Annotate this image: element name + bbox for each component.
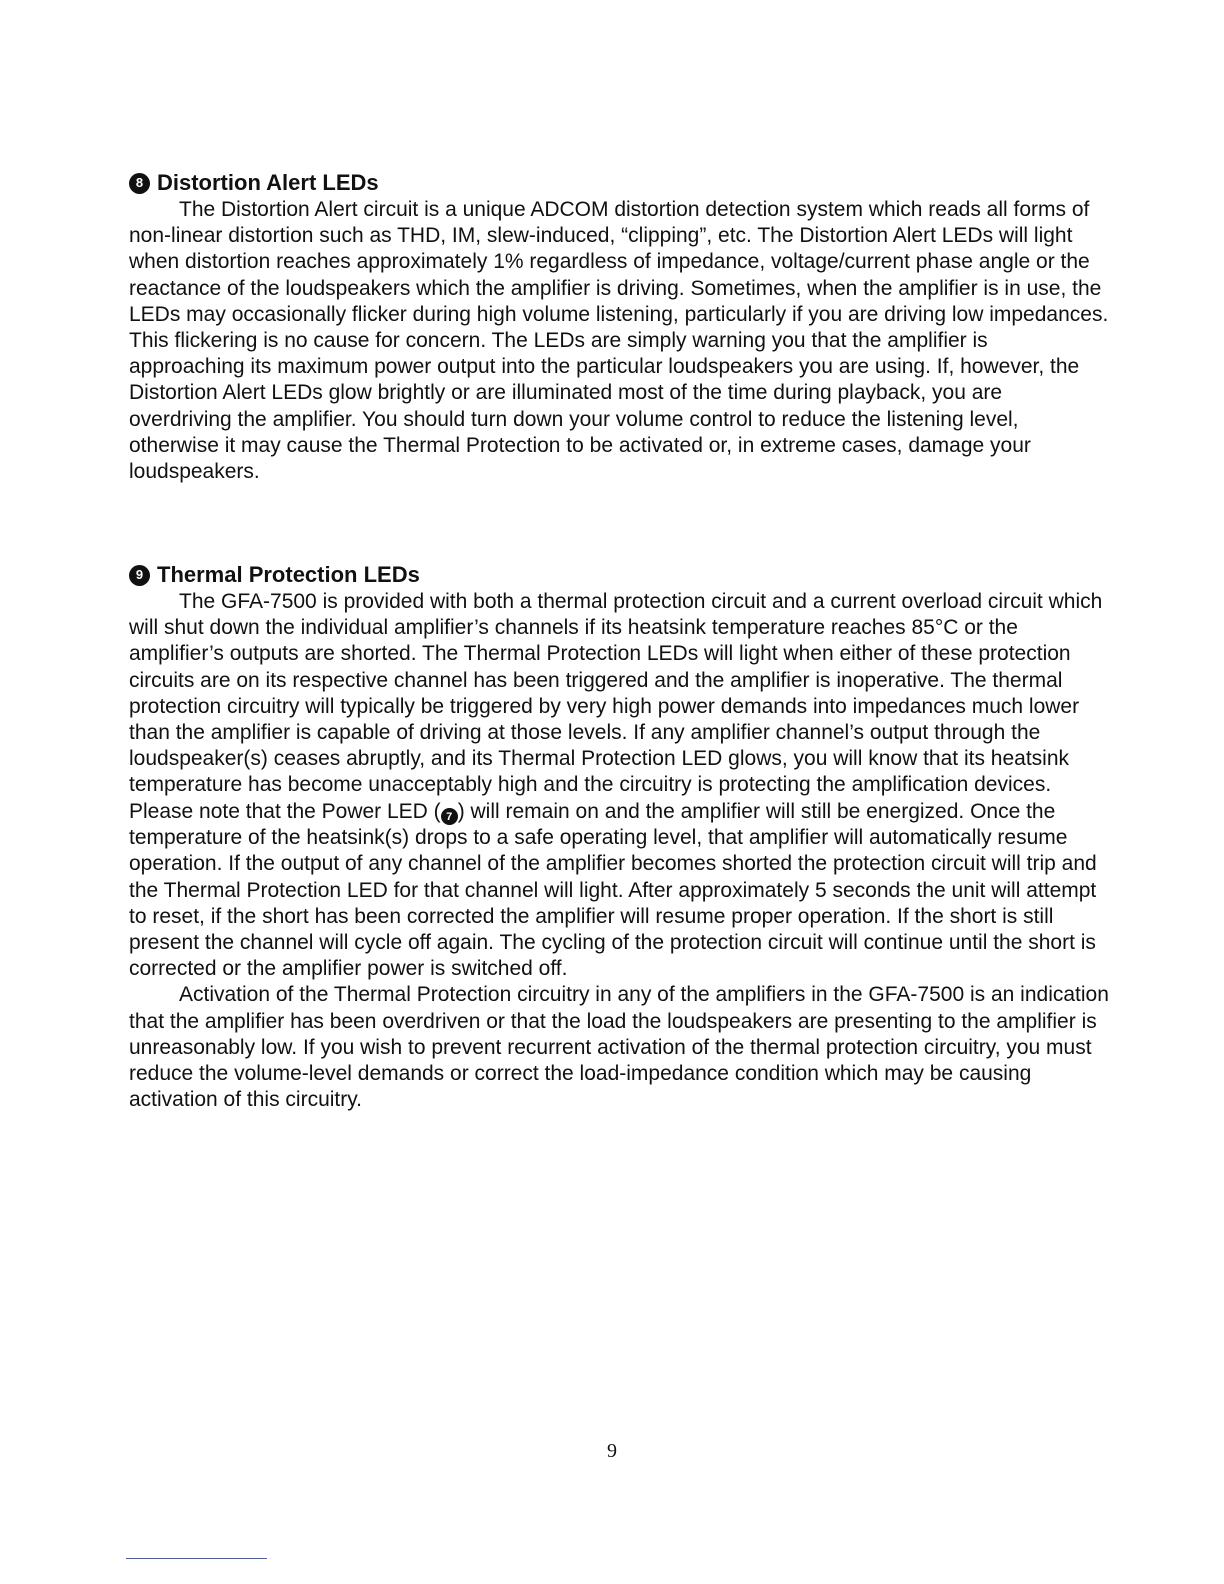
number-8-badge-icon: 8 bbox=[129, 173, 150, 194]
section-heading bbox=[129, 562, 1109, 588]
number-7-badge-icon: 7 bbox=[441, 808, 458, 825]
section-title: Distortion Alert LEDs bbox=[157, 170, 379, 195]
page-number: 9 bbox=[607, 1440, 617, 1462]
footnote-divider bbox=[126, 1558, 267, 1559]
section-title: Thermal Protection LEDs bbox=[157, 562, 420, 587]
section-heading bbox=[129, 170, 1109, 196]
paragraph-text: The GFA-7500 is provided with both a thermal protection circuit and a current overload circuit which will shut down the individual amplifier’s channels if its heatsink temperature reaches 85°C or the amplifier’s outputs are shorted. The Thermal Protection LEDs will light when either of these protection circuits are on its respective channel has been triggered and the amplifier is inoperative. The thermal protection circuitry will typically be triggered by very high power demands into impedances much lower than the amplifier is capable of driving at those levels. If any amplifier channel’s output through the loudspeaker(s) ceases abruptly, and its Thermal Protection LED glows, you will know that its heatsink temperature has become unacceptably high and the circuitry is protecting the amplification devices. Please note that the Power LED ( bbox=[129, 590, 1103, 823]
section-thermal-protection bbox=[129, 562, 1109, 1113]
number-9-badge-icon: 9 bbox=[129, 565, 150, 586]
body-paragraph: Activation of the Thermal Protection circuitry in any of the amplifiers in the GFA-7500 is an indication that the amplifier has been overdriven or that the load the loudspeakers are presenting to the amplifier is unreasonably low. If you wish to prevent recurrent activation of the thermal protection circuitry, you must reduce the volume-level demands or correct the load-impedance condition which may be causing activation of this circuitry. bbox=[129, 983, 1109, 1112]
body-paragraph bbox=[129, 589, 1109, 982]
body-paragraph: The Distortion Alert circuit is a unique ADCOM distortion detection system which reads all forms of non-linear distortion such as THD, IM, slew-induced, “clipping”, etc. The Distortion Alert LEDs will light when distortion reaches approximately 1% regardless of impedance, voltage/current phase angle or the reactance of the loudspeakers which the amplifier is driving. Sometimes, when the amplifier is in use, the LEDs may occasionally flicker during high volume listening, particularly if you are driving low impedances. This flickering is no cause for concern. The LEDs are simply warning you that the amplifier is approaching its maximum power output into the particular loudspeakers you are using. If, however, the Distortion Alert LEDs glow brightly or are illuminated most of the time during playback, you are overdriving the amplifier. You should turn down your volume control to reduce the listening level, otherwise it may cause the Thermal Protection to be activated or, in extreme cases, damage your loudspeakers. bbox=[129, 198, 1109, 484]
section-distortion-alert bbox=[129, 170, 1109, 485]
paragraph-text: ) will remain on and the amplifier will still be energized. Once the temperature of the heatsink(s) drops to a safe operating level, that amplifier will automatically resume operation. If the output of any channel of the amplifier becomes shorted the protection circuit will trip and the Thermal Protection LED for that channel will light. After approximately 5 seconds the unit will attempt to reset, if the short has been corrected the amplifier will resume proper operation. If the short is still present the channel will cycle off again. The cycling of the protection circuit will continue until the short is corrected or the amplifier power is switched off. bbox=[129, 799, 1097, 981]
